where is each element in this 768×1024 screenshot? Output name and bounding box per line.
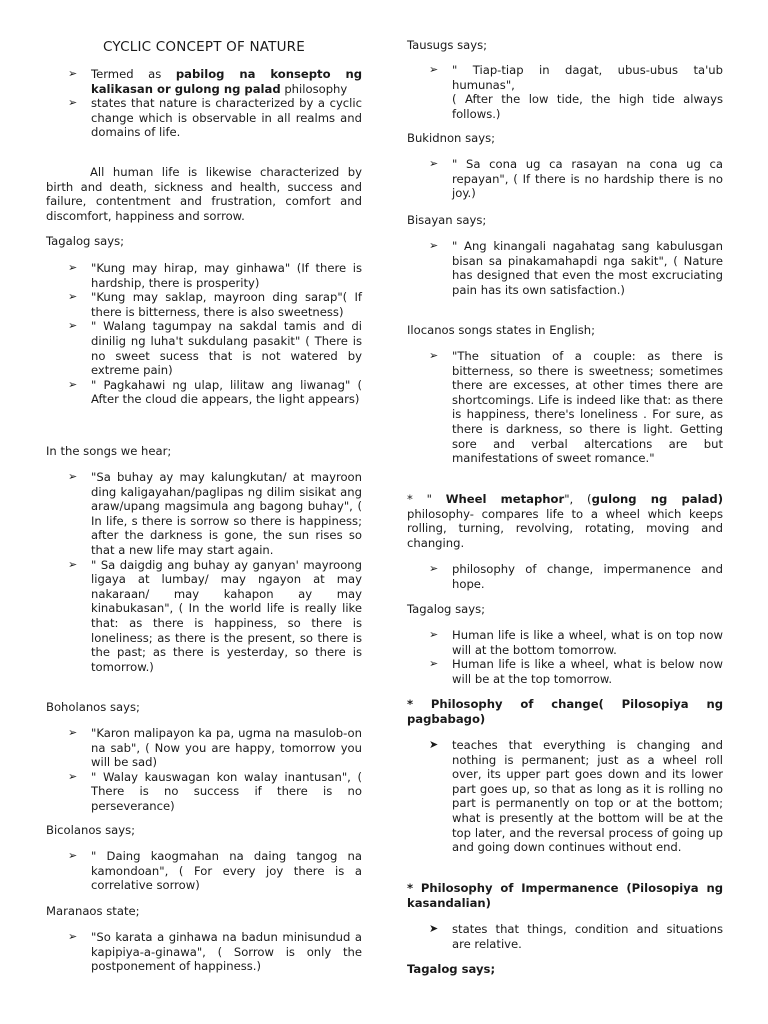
- ilocanos-list: [407, 349, 723, 466]
- arrow-right-outline-icon: ➢: [68, 470, 78, 483]
- list-item-text: " Sa daigdig ang buhay ay ganyan' mayroong ligaya at lumbay/ may ngayon at may nakaraan/ may kahapon ay may kinabukasan", ( In the world life is really like that: as there is happiness, so there is loneliness; as there is the present, so there is the past; as there is yesterday, so there is tomorrow.): [91, 557, 362, 674]
- list-item-text: " Tiap-tiap in dagat, ubus-ubus ta'ub humunas", ( After the low tide, the high tide always follows.): [452, 63, 723, 121]
- arrow-right-solid-icon: ➤: [429, 738, 439, 751]
- list-item: [407, 239, 723, 297]
- section-heading: Ilocanos songs states in English;: [407, 323, 596, 337]
- wheel-prefix: * ": [407, 492, 446, 506]
- list-item: [407, 562, 723, 591]
- list-item-text: " Sa cona ug ca rasayan na cona ug ca repayan", ( If there is no hardship there is no joy.): [452, 157, 723, 201]
- list-item-text: philosophy of change, impermanence and hope.: [452, 562, 723, 591]
- wheel-metaphor-paragraph: [407, 492, 723, 550]
- list-item: [407, 922, 723, 951]
- arrow-right-outline-icon: ➢: [429, 63, 439, 76]
- section-heading-bold: Tagalog says;: [407, 962, 496, 976]
- intro-item-post: philosophy: [280, 81, 348, 96]
- section-heading: Tausugs says;: [407, 38, 488, 52]
- list-item: [46, 726, 362, 770]
- list-item-text: Human life is like a wheel, what is below now will be at the top tomorrow.: [452, 657, 723, 686]
- wheel-bold: Wheel metaphor: [445, 492, 565, 506]
- arrow-right-solid-icon: ➤: [429, 922, 439, 935]
- arrow-right-outline-icon: ➢: [68, 726, 78, 739]
- arrow-right-outline-icon: ➢: [429, 157, 439, 170]
- section-heading: Tagalog says;: [46, 234, 125, 248]
- arrow-right-outline-icon: ➢: [68, 769, 78, 783]
- list-item: [46, 849, 362, 893]
- intro-item-text: states that nature is characterized by a cyclic change which is observable in all realms and domains of life.: [91, 96, 362, 140]
- section-heading: Boholanos says;: [46, 700, 140, 714]
- section-heading-bold: * Philosophy of change( Pilosopiya ng pagbabago): [407, 697, 723, 726]
- list-item: [46, 261, 362, 290]
- list-item-text: "Sa buhay ay may kalungkutan/ at mayroon ding kaligayahan/paglipas ng dilim sisikat ang araw/upang magsimula ang bagong buhay", ( In life, s there is sorrow so there is happiness; after the darkness is gone, the sun rises so that a new life may start again.: [91, 470, 362, 557]
- arrow-right-outline-icon: ➢: [68, 377, 78, 391]
- tagalog2-list: [407, 628, 723, 686]
- intro-paragraph: All human life is likewise characterized by birth and death, sickness and health, success and failure, contentment and frustration, comfort and discomfort, happiness and sorrow.: [46, 165, 362, 223]
- intro-list: [46, 67, 362, 140]
- arrow-right-outline-icon: ➢: [429, 562, 439, 575]
- section-heading: Bisayan says;: [407, 213, 487, 227]
- list-item: [46, 96, 362, 140]
- wheel-post: philosophy- compares life to a wheel which keeps rolling, turning, revolving, rotating, moving and changing.: [407, 506, 723, 550]
- list-item: [46, 290, 362, 319]
- tausugs-list: [407, 63, 723, 121]
- list-item-text: "So karata a ginhawa na badun minisundud a kapipiya-a-ginawa", ( Sorrow is only the postponement of happiness.): [91, 930, 362, 974]
- list-item: [46, 930, 362, 974]
- list-item-text: "The situation of a couple: as there is bitterness, so there is sweetness; sometimes there are excesses, at other times there are shortcomings. Life is indeed like that: as there is happiness, there's loneliness . For sure, as there is darkness, so there is light. Getting sore and verbal altercations are but manifestations of sweet romance.": [452, 349, 723, 466]
- arrow-right-outline-icon: ➢: [68, 67, 78, 80]
- section-heading: Bicolanos says;: [46, 823, 136, 837]
- list-item: [407, 738, 723, 855]
- list-item-text: " Daing kaogmahan na daing tangog na kamondoan", ( For every joy there is a correlative sorrow): [91, 849, 362, 893]
- arrow-right-outline-icon: ➢: [68, 849, 78, 862]
- arrow-right-outline-icon: ➢: [68, 319, 78, 333]
- wheel-list: [407, 562, 723, 591]
- boholanos-list: [46, 726, 362, 814]
- impermanence-list: [407, 922, 723, 951]
- arrow-right-outline-icon: ➢: [68, 96, 78, 110]
- intro-item-pre: Termed as: [91, 67, 176, 81]
- list-item-text: " Walay kauswagan kon walay inantusan", ( There is no success if there is no perseverance): [91, 769, 362, 813]
- arrow-right-outline-icon: ➢: [68, 557, 78, 571]
- bisayan-list: [407, 239, 723, 297]
- list-item: [46, 470, 362, 558]
- list-item-text: Human life is like a wheel, what is on top now will at the bottom tomorrow.: [452, 628, 723, 657]
- list-item-text: " Pagkahawi ng ulap, lilitaw ang liwanag" ( After the cloud die appears, the light appears): [91, 377, 362, 407]
- list-item-text: "Karon malipayon ka pa, ugma na masulob-on na sab", ( Now you are happy, tomorrow you will be sad): [91, 726, 362, 770]
- list-item: [46, 319, 362, 377]
- section-heading: Tagalog says;: [407, 602, 486, 616]
- list-item: [407, 157, 723, 201]
- list-item: [407, 657, 723, 686]
- section-heading: Maranaos state;: [46, 904, 140, 918]
- list-item: [407, 63, 723, 121]
- tagalog-list: [46, 261, 362, 407]
- section-heading: In the songs we hear;: [46, 444, 172, 458]
- bicolanos-list: [46, 849, 362, 893]
- list-item-text: " Walang tagumpay na sakdal tamis and di dinilig ng luha't sukdulang pasakit" ( There is no sweet sucess that is not watered by extreme pain): [91, 319, 362, 378]
- list-item: [46, 770, 362, 814]
- arrow-right-outline-icon: ➢: [429, 349, 439, 362]
- list-item-text: " Ang kinangali nagahatag sang kabulusgan bisan sa pinakamahapdi nga sakit", ( Nature has designed that even the most excruciating pain has its own satisfaction.): [452, 239, 723, 297]
- maranaos-list: [46, 930, 362, 974]
- wheel-mid: ", (: [564, 492, 592, 506]
- page-title: CYCLIC CONCEPT OF NATURE: [103, 39, 305, 55]
- songs-list: [46, 470, 362, 674]
- change-list: [407, 738, 723, 855]
- list-item: [407, 628, 723, 657]
- wheel-bold2: gulong ng palad): [591, 492, 723, 506]
- arrow-right-outline-icon: ➢: [68, 930, 78, 943]
- list-item-text: teaches that everything is changing and nothing is permanent; just as a wheel roll over, its upper part goes down and its lower part goes up, so that as long as it is rolling no part is permanently on top or at the bottom; what is presently at the bottom will be at the top later, and the reversal process of going up and going down continues without end.: [452, 738, 723, 855]
- list-item: [46, 67, 362, 96]
- arrow-right-outline-icon: ➢: [429, 239, 439, 252]
- bukidnon-list: [407, 157, 723, 201]
- arrow-right-outline-icon: ➢: [68, 290, 78, 304]
- list-item-text: states that things, condition and situations are relative.: [452, 922, 723, 951]
- list-item: [46, 558, 362, 675]
- arrow-right-outline-icon: ➢: [429, 657, 439, 671]
- list-item: [46, 378, 362, 407]
- arrow-right-outline-icon: ➢: [68, 261, 78, 274]
- list-item-text: "Kung may hirap, may ginhawa" (If there is hardship, there is prosperity): [91, 261, 362, 290]
- arrow-right-outline-icon: ➢: [429, 628, 439, 641]
- list-item-text: "Kung may saklap, mayroon ding sarap"( If there is bitterness, there is also sweetness): [91, 290, 362, 319]
- intro-item-bold: pabilog na konsepto ng kalikasan or gulong ng palad: [91, 67, 363, 96]
- list-item: [407, 349, 723, 466]
- section-heading-bold: * Philosophy of Impermanence (Pilosopiya ng kasandalian): [407, 881, 723, 910]
- section-heading: Bukidnon says;: [407, 131, 496, 145]
